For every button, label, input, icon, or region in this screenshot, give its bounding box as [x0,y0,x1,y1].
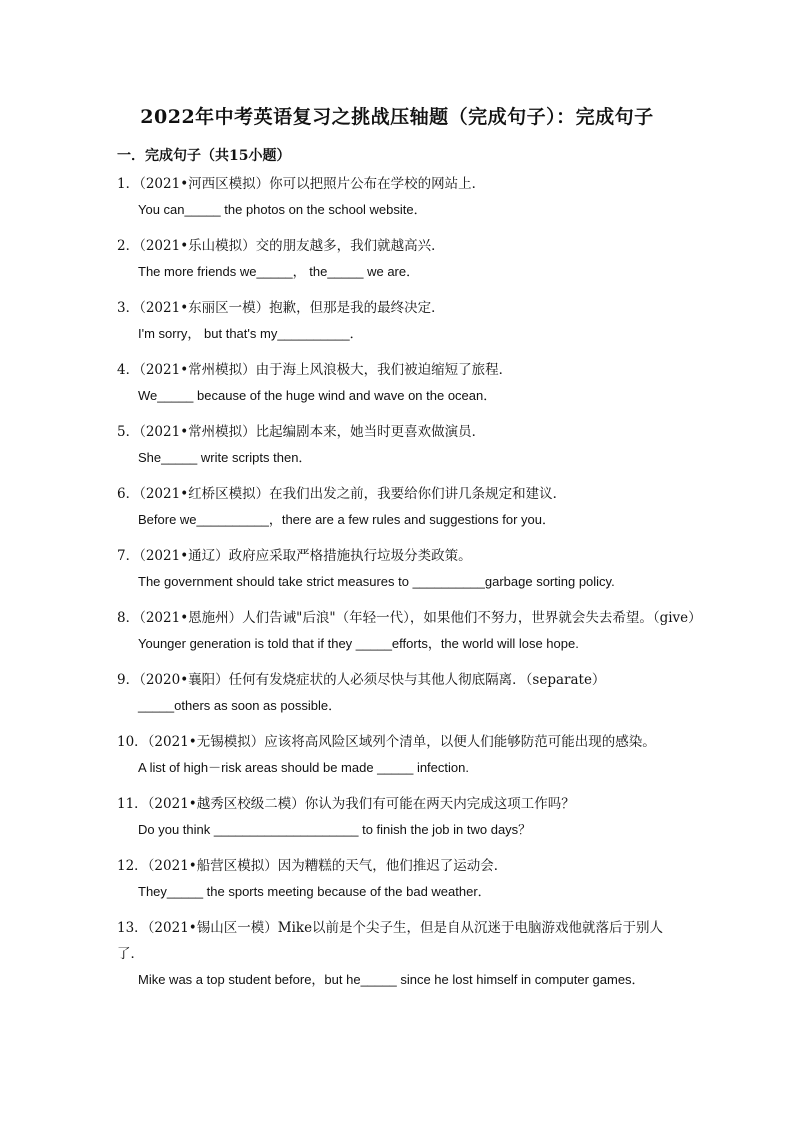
question-sentence: She_____ write scripts then． [138,450,312,465]
question-item [0,357,794,419]
question-item [0,543,794,605]
page-title: 2022年中考英语复习之挑战压轴题（完成句子）：完成句子 [140,106,654,128]
question-prompt: 12．（2021•船营区模拟）因为糟糕的天气，他们推迟了运动会． [117,858,508,874]
question-prompt: 9．（2020•襄阳）任何有发烧症状的人必须尽快与其他人彻底隔离．（separate） [117,672,606,688]
question-item [0,853,794,915]
question-prompt: 11．（2021•越秀区校级二模）你认为我们有可能在两天内完成这项工作吗？ [117,796,575,812]
question-item [0,791,794,853]
section-heading: 一．完成句子（共15小题） [117,148,291,164]
question-sentence: You can_____ the photos on the school website． [138,202,427,217]
question-sentence: They_____ the sports meeting because of the bad weather． [138,884,491,899]
question-sentence: Before we__________，there are a few rules and suggestions for you． [138,512,555,527]
question-item [0,295,794,357]
question-sentence: Do you think ____________________ to finish the job in two days？ [138,822,532,837]
question-prompt: 13．（2021•锡山区一模）Mike以前是个尖子生，但是自从沉迷于电脑游戏他就落后于别人了． [117,920,664,962]
question-item [0,171,794,233]
question-prompt: 6．（2021•红桥区模拟）在我们出发之前，我要给你们讲几条规定和建议． [117,486,567,502]
question-prompt: 1．（2021•河西区模拟）你可以把照片公布在学校的网站上． [117,176,486,192]
question-prompt: 7．（2021•通辽）政府应采取严格措施执行垃圾分类政策。 [117,548,472,564]
question-item [0,915,794,1003]
question-prompt: 5．（2021•常州模拟）比起编剧本来，她当时更喜欢做演员． [117,424,486,440]
question-item [0,481,794,543]
question-item [0,667,794,729]
question-sentence: Mike was a top student before，but he_____ since he lost himself in computer games． [138,972,645,987]
question-prompt: 4．（2021•常州模拟）由于海上风浪极大，我们被迫缩短了旅程． [117,362,513,378]
question-prompt: 3．（2021•东丽区一模）抱歉，但那是我的最终决定． [117,300,445,316]
question-prompt: 8．（2021•恩施州）人们告诫"后浪"（年轻一代），如果他们不努力，世界就会失去希望。（give） [117,610,702,626]
question-sentence: _____others as soon as possible． [138,698,342,713]
question-item [0,419,794,481]
question-sentence: The government should take strict measures to __________garbage sorting policy. [138,574,615,589]
question-sentence: I'm sorry， but that's my__________． [138,326,363,341]
question-item [0,729,794,791]
question-sentence: Younger generation is told that if they _____efforts，the world will lose hope. [138,636,579,651]
question-prompt: 2．（2021•乐山模拟）交的朋友越多，我们就越高兴． [117,238,445,254]
question-item [0,233,794,295]
question-sentence: We_____ because of the huge wind and wave on the ocean． [138,388,497,403]
question-sentence: A list of high－risk areas should be made _____ infection. [138,760,469,775]
question-sentence: The more friends we_____， the_____ we are． [138,264,420,279]
question-prompt: 10．（2021•无锡模拟）应该将高风险区域列个清单，以便人们能够防范可能出现的感染。 [117,734,656,750]
question-list [0,171,794,1003]
question-item [0,605,794,667]
